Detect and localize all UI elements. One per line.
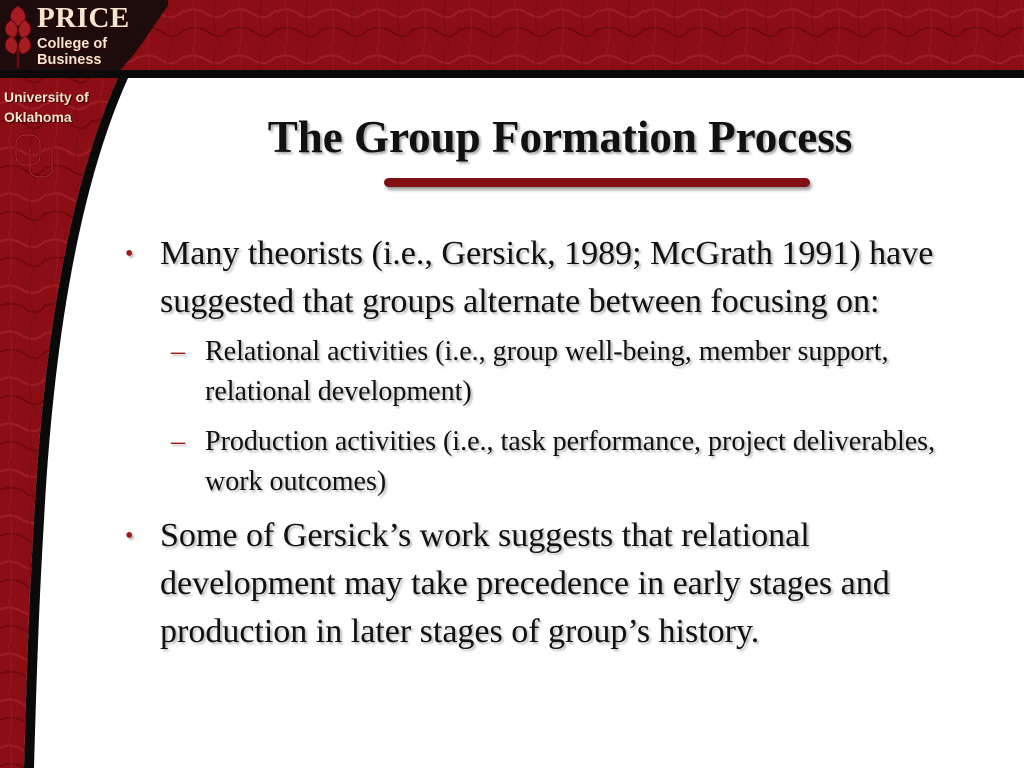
university-name <box>4 87 89 127</box>
university-line-2: Oklahoma <box>4 109 72 125</box>
wheat-leaf-icon <box>2 2 34 70</box>
dash-symbol: – <box>171 426 185 457</box>
bullet-item <box>110 230 970 326</box>
top-divider <box>0 70 1024 78</box>
bullet-symbol: • <box>125 523 134 549</box>
bullet-item <box>110 512 970 656</box>
bullet-text: Some of Gersick’s work suggests that relational development may take precedence in early stages and production in later stages of group’s history. <box>160 517 890 650</box>
bullet-text: Many theorists (i.e., Gersick, 1989; McGrath 1991) have suggested that groups alternate between focusing on: <box>160 235 934 320</box>
bullet-symbol: • <box>125 241 134 267</box>
sub-bullet-text: Production activities (i.e., task performance, project deliverables, work outcomes) <box>205 426 936 497</box>
sub-bullet-text: Relational activities (i.e., group well-being, member support, relational development) <box>205 336 889 407</box>
university-line-1: University of <box>4 89 89 105</box>
brand-header <box>0 0 150 72</box>
brand-name: PRICE <box>37 2 130 34</box>
slide-title: The Group Formation Process <box>267 112 853 162</box>
brand-business-label: Business <box>37 52 102 68</box>
brand-college-label: College of <box>37 36 108 52</box>
sub-bullet-item <box>110 422 970 502</box>
sub-bullet-item <box>110 332 970 412</box>
ou-monogram-icon <box>14 131 58 183</box>
title-underline <box>384 178 810 187</box>
slide-content <box>110 230 970 658</box>
dash-symbol: – <box>171 336 185 367</box>
